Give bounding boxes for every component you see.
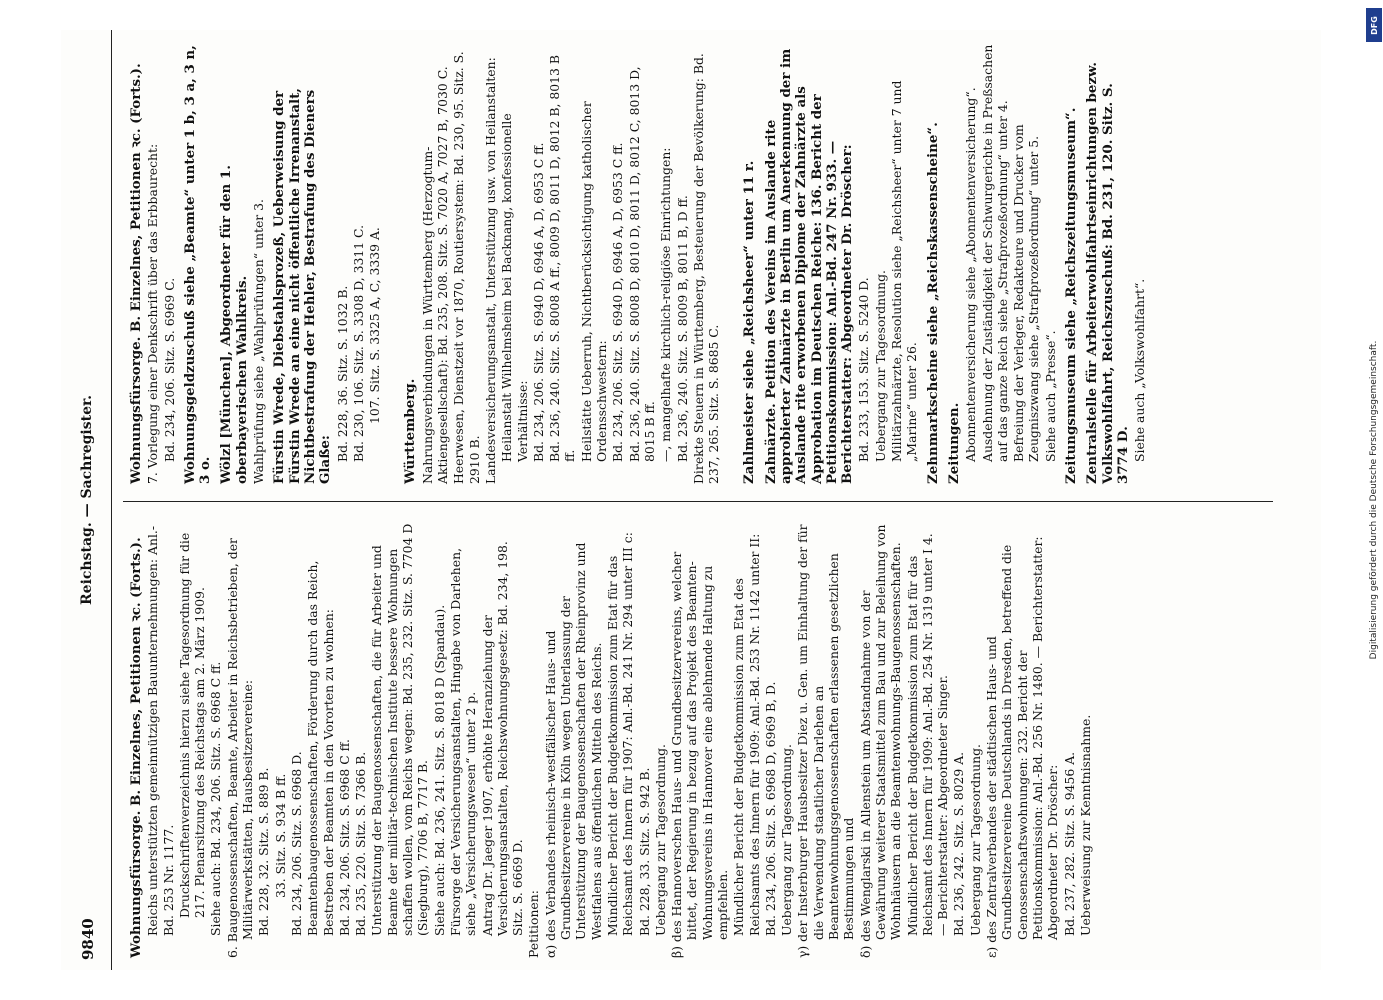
right-column xyxy=(123,44,1149,484)
index-entry: δ) des Wenglarski in Allenstein um Abstandnahme von der Gewährung weiterer Staatsmittel zum Bau und zur Beleihung von Wohnhäusern an die Beamtenwohnungs-Baugenossenschaften. xyxy=(857,524,904,958)
index-entry: Mündlicher Bericht der Budgetkommission zum Etat für das Reichsamt des Innern für 1909: Anl.-Bd. 254 Nr. 1319 unter I 4. — Berichterstatter: Abgeordneter Singer. xyxy=(904,533,951,936)
index-entry: 7. Vorlegung einer Denkschrift über das Erbbaurecht: xyxy=(145,143,161,484)
digitization-credit: Digitalisierung gefördert durch die Deutsche Forschungsgemeinschaft. xyxy=(1369,340,1379,660)
index-entry: Bd. 236, 240. Sitz. S. 8008 A ff., 8009 D, 8011 D, 8012 B, 8013 B ff. xyxy=(547,55,578,462)
index-entry: Bd. 234, 206. Sitz. S. 6969 C. xyxy=(161,277,177,462)
index-heading: Wohnungsgeldzuschuß siehe „Beamte“ unter 1 b, 3 a, 3 n, 3 o. xyxy=(181,45,214,484)
index-entry: Uebergang zur Tagesordnung. xyxy=(967,744,983,936)
index-entry: Mündlicher Bericht der Budgetkommission zum Etat des Reichsamts des Innern für 1909: Anl.-Bd. 253 Nr. 1142 unter II: xyxy=(731,533,762,936)
spacer xyxy=(722,44,736,484)
index-entry: β) des Hannoverschen Haus- und Grundbesitzervereins, welcher bittet, der Regierung in bezug auf das Projekt des Beamten-Wohnungsvereins in Hannover eine ablehnende Haltung zu empfehlen. xyxy=(669,551,730,958)
index-entry: Militärzahnärzte, Resolution siehe „Reichsheer“ unter 7 und „Marine“ unter 26. xyxy=(889,80,920,462)
index-entry: Bd. 236, 240. Sitz. S. 8009 B, 8011 B, D ff. xyxy=(674,195,690,462)
index-entry: Heilanstalt Wilhelmsheim bei Backnang, konfessionelle Verhältnisse: xyxy=(499,113,530,462)
index-heading: Wohnungsfürsorge. B. Einzelnes, Petitionen ꝛc. (Forts.). xyxy=(128,63,144,484)
index-entry: Ueberweisung zur Kenntnisnahme. xyxy=(1077,714,1093,936)
index-entry: Bd. 228, 36. Sitz. S. 1032 B. xyxy=(334,285,350,462)
index-entry: Bd. 236, 242. Sitz. S. 8029 A. xyxy=(951,751,967,936)
index-entry: 6. Baugenossenschaften, Beamte, Arbeiter in Reichsbetrieben, der Militärwerkstätten, Hausbesitzervereine: xyxy=(224,538,256,958)
index-heading: Zahnärzte. Petition des Vereins im Auslande rite approbierter Zahnärzte in Berlin um Anerkennung der im Auslande rite erworbenen Diplome der Zahnärzte als Approbation im Deutschen Reiche: 136. Bericht der Petitionskommission: Anl.-Bd. 247 Nr. 933. — Berichterstatter: Abgeordneter Dr. Dröscher: xyxy=(762,48,856,484)
index-entry: Befreiung der Verleger, Redakteure und Drucker vom Zeugniszwang siehe „Strafprozeßordnung“ unter 5. xyxy=(1011,124,1042,462)
index-entry: Bd. 228, 32. Sitz. S. 889 B. xyxy=(256,767,272,936)
page-header xyxy=(71,30,112,970)
index-entry: Siehe auch: Bd. 236, 241. Sitz. S. 8018 D (Spandau). xyxy=(431,604,447,936)
scanned-register-page xyxy=(61,30,1321,970)
page-number: 9840 xyxy=(79,918,97,960)
index-heading: Zeitungen. xyxy=(945,402,962,484)
index-entry: Siehe auch „Volkswohlfahrt“. xyxy=(1132,278,1148,462)
index-entry: Siehe auch: Bd. 234, 206. Sitz. S. 6968 C ff. xyxy=(208,661,224,936)
index-entry: Reichs unterstützten gemeinnützigen Bauunternehmungen: Anl.-Bd. 253 Nr. 1177. xyxy=(145,525,176,936)
index-entry: Mündlicher Bericht der Budgetkommission zum Etat für das Reichsamt des Innern für 1907: Anl.-Bd. 241 Nr. 294 unter III c: xyxy=(604,532,636,936)
index-heading: Württemberg. xyxy=(402,378,419,484)
spacer xyxy=(383,44,397,484)
index-entry: Bd. 234, 206. Sitz. S. 6940 D, 6946 A, D, 6953 C ff. xyxy=(610,142,626,462)
index-heading: Fürstin Wrede, Diebstahlsprozeß, Ueberweisung der Fürstin Wrede an eine nicht öffentliche Irrenanstalt, Nichtbestrafung der Hehler, Bestrafung des Dieners Glaße: xyxy=(271,88,334,484)
index-entry: Bd. 234, 206. Sitz. S. 6968 D, 6969 B, D. xyxy=(762,681,778,936)
index-entry: —, mangelhafte kirchlich-religiöse Einrichtungen: xyxy=(658,147,674,462)
index-entry: Heilstätte Ueberruh, Nichtberücksichtigung katholischer Ordensschwestern: xyxy=(578,101,610,462)
index-entry: Bd. 237, 282. Sitz. S. 9456 A. xyxy=(1061,751,1077,936)
index-entry: Nahrungsverbindungen in Württemberg (Herzogtum-Aktiengesellschaft): Bd. 235, 208. Sitz. S. 7020 A, 7027 B, 7030 C. xyxy=(419,66,451,484)
index-entry: Direkte Steuern in Württemberg, Besteuerung der Bevölkerung: Bd. 237, 265. Sitz. S. 8685 C. xyxy=(690,53,722,484)
index-entry: Bd. 230, 106. Sitz. S. 3308 D, 3311 C. xyxy=(350,224,366,462)
column-divider xyxy=(123,501,1273,502)
index-entry: α) des Verbandes rheinisch-westfälischer Haus- und Grundbesitzervereine in Köln wegen Unterlassung der Unterstützung der Baugenossenschaften der Rheinprovinz und Westfalens aus öffentlichen Mitteln des Reichs. xyxy=(542,542,604,958)
index-entry: Unterstützung der Baugenossenschaften, die für Arbeiter und Beamte der militär-technischen Institute bessere Wohnungen schaffen wollen, vom Reichs wegen: Bd. 235, 232. Sitz. S. 7704 D (Siegburg), 7706 B, 7717 B. xyxy=(369,523,431,936)
index-entry: Bd. 234, 206. Sitz. S. 6968 D. xyxy=(288,751,304,936)
index-heading: Wölzl [München], Abgeordneter für den 1. oberbayerischen Wahlkreis. xyxy=(218,165,250,484)
index-entry: Uebergang zur Tagesordnung. xyxy=(779,744,795,936)
index-entry: 33. Sitz. S. 934 B ff. xyxy=(272,773,288,898)
index-entry: Bd. 234, 206. Sitz. S. 6940 D, 6946 A, D, 6953 C ff. xyxy=(530,142,546,462)
index-heading: Zentralstelle für Arbeiterwohlfahrtseinrichtungen bezw. Volkswohlfahrt, Reichszuschuß: Bd. 231, 120. Sitz. S. 3774 D. xyxy=(1084,62,1131,484)
dfg-logo: DFG xyxy=(1366,8,1382,42)
index-heading: Zehnmarkscheine siehe „Reichskassenscheine“. xyxy=(924,122,941,484)
index-entry: Abonnentenversicherung siehe „Abonnentenversicherung“. xyxy=(963,87,979,462)
index-entry: Druckschriftenverzeichnis hierzu siehe Tagesordnung für die 217. Plenarsitzung des Reichstags am 2. März 1909. xyxy=(176,532,208,918)
index-entry: Landesversicherungsanstalt, Unterstützung usw. von Heilanstalten: xyxy=(482,57,498,484)
page-title: Reichstag. — Sachregister. xyxy=(79,395,95,605)
index-entry: Ausdehnung der Zuständigkeit der Schwurgerichte in Preßsachen auf das ganze Reich siehe „Strafprozeßordnung“ unter 4. xyxy=(979,44,1010,462)
index-entry: Bd. 228, 33. Sitz. S. 942 B. xyxy=(636,767,652,936)
index-entry: Petitionen: xyxy=(526,890,542,958)
index-entry: Siehe auch „Presse“. xyxy=(1042,330,1058,462)
index-entry: γ) der Insterburger Hausbesitzer Diez u. Gen. um Einhaltung der für die Verwendung staatlicher Darlehen an Beamtenwohnungsgenossenschaften erlassenen gesetzlichen Bestimmungen und xyxy=(795,524,857,958)
left-column xyxy=(123,518,1094,958)
index-entry: Heerwesen, Dienstzeit vor 1870, Routiersystem: Bd. 230, 95. Sitz. S. 2910 B. xyxy=(451,51,482,484)
index-entry: Uebergang zur Tagesordnung. xyxy=(872,270,888,462)
index-entry: Antrag Dr. Jaeger 1907, erhöhte Heranziehung der Versicherungsanstalten, Reichswohnungsgesetz: Bd. 234, 198. Sitz. S. 6669 D. xyxy=(479,541,526,936)
index-entry: Bd. 234, 206. Sitz. S. 6968 C ff. xyxy=(336,739,352,936)
index-entry: Wahlprüfung siehe „Wahlprüfungen“ unter 3. xyxy=(251,199,267,484)
index-entry: Bd. 235, 220. Sitz. S. 7366 B. xyxy=(353,751,369,936)
index-entry: 107. Sitz. S. 3325 A, C, 3339 A. xyxy=(367,227,383,424)
index-entry: ε) des Zentralverbandes der städtischen Haus- und Grundbesitzervereine Deutschlands in Dresden, betreffend die Genossenschaftswohnungen: 232. Bericht der Petitionskommission: Anl.-Bd. 256 Nr. 1480. — Berichterstatter: Abgeordneter Dr. Dröscher: xyxy=(984,536,1061,958)
index-entry: Bd. 236, 240. Sitz. S. 8008 D, 8010 D, 8011 D, 8012 C, 8013 D, 8015 B ff. xyxy=(626,66,657,462)
index-entry: Beamtenbaugenossenschaften, Förderung durch das Reich, Bestreben der Beamten in den Vororten zu wohnen: xyxy=(305,560,336,936)
index-entry: Bd. 233, 153. Sitz. S. 5240 D. xyxy=(856,277,872,462)
index-heading: Wohnungsfürsorge. B. Einzelnes, Petitionen ꝛc. (Forts.). xyxy=(128,537,144,958)
index-heading: Zahlmeister siehe „Reichsheer“ unter 11 r. xyxy=(741,160,758,484)
index-entry: Uebergang zur Tagesordnung. xyxy=(652,744,668,936)
index-entry: Fürsorge der Versicherungsanstalten, Hingabe von Darlehen, siehe „Versicherungswesen“ unter 2 p. xyxy=(447,547,479,936)
index-heading: Zeitungsmuseum siehe „Reichszeitungsmuseum“. xyxy=(1063,107,1080,484)
